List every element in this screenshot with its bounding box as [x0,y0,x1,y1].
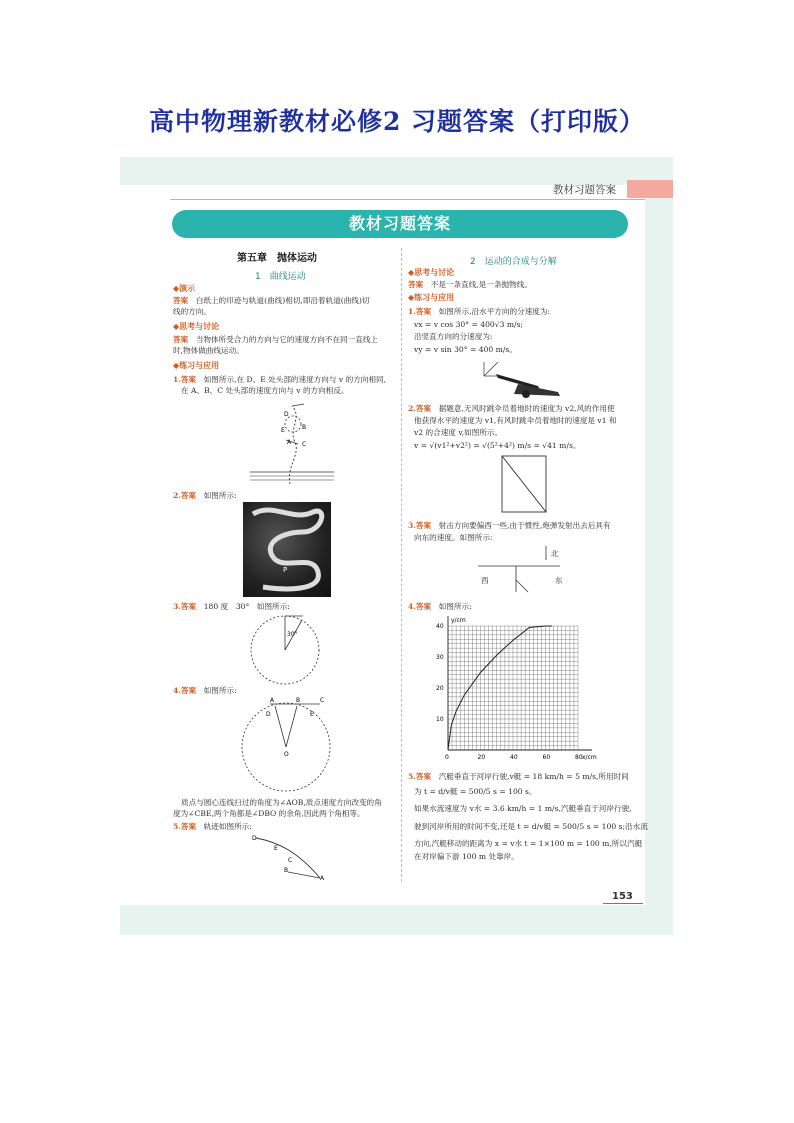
demo-line-2: 线的方向。 [173,307,211,316]
think-text-2: 不是一条直线,是一条抛物线。 [430,280,532,289]
section-title-composition: 2 运动的合成与分解 [470,257,557,267]
svg-text:A: A [270,697,275,704]
r-q5-line-6: 在对岸偏下游 100 m 处靠岸。 [414,852,519,861]
r-q1-label: 1.答案 [408,307,432,316]
svg-text:A: A [287,439,292,446]
q1-label: 1.答案 [173,375,197,384]
svg-text:O: O [284,751,289,758]
q1-line-2: 在 A、B、C 处头部的速度方向与 v 的方向相反。 [181,386,349,395]
section-title-curve: 1 曲线运动 [255,272,306,282]
answer-label: 答案 [173,296,189,305]
x-tick-label: 40 [510,754,518,761]
svg-text:A: A [320,875,325,882]
r-q5-line-5: 方向,汽艇移动的距离为 x = v水 t = 1×100 m = 100 m,所以汽艇 [414,839,643,848]
cannon-figure [478,354,566,400]
section-banner: 教材习题答案 [172,210,628,238]
q1-line-1: 如图所示,在 D、E 处头部的速度方向与 v 的方向相同, [203,375,386,384]
svg-text:D: D [284,411,289,418]
circle-angle-figure [240,692,332,792]
header-tab [627,180,673,198]
r-q1-eq1: vx = v cos 30° = 400√3 m/s; [414,320,524,329]
circle-30deg-figure [245,608,325,688]
y-tick-label: 20 [436,685,444,692]
north-label: 北 [551,549,559,558]
q3-text: 180 度 30° 如图所示: [203,602,290,611]
page-band-right [645,185,673,905]
svg-text:C: C [288,857,293,864]
svg-text:D: D [266,711,271,718]
trajectory-figure [248,832,328,882]
chapter-title: 第五章 抛体运动 [237,253,317,264]
r-q1-text: 如图所示,沿水平方向的分速度为: [438,307,551,316]
r-q3-line-1: 射击方向要偏西一些,由于惯性,炮弹发射出去后具有 [438,521,611,530]
page-band-top [120,157,673,185]
demo-heading: ◆演示 [173,283,196,293]
x-tick-label: 0 [445,754,449,761]
document-title: 高中物理新教材必修2 习题答案（打印版） [148,107,646,136]
q2-label: 2.答案 [173,491,197,500]
snake-trajectory-figure [246,396,338,488]
r-q5-label: 5.答案 [408,772,432,781]
page-number: 153 [612,891,633,902]
svg-text:30°: 30° [287,631,298,638]
page-band-bottom [120,905,673,935]
r-q5-line-1: 汽艇垂直于河岸行驶,v艇 = 18 km/h = 5 m/s,所用时间 [438,772,629,781]
trajectory-chart [430,610,602,770]
svg-text:B: B [284,867,289,874]
r-q2-label: 2.答案 [408,404,432,413]
svg-text:P: P [283,566,288,574]
answer-label: 答案 [408,280,424,289]
r-q3-label: 3.答案 [408,521,432,530]
svg-text:B: B [302,424,307,431]
east-label: 东 [555,576,563,585]
west-label: 西 [481,576,489,585]
q5-label: 5.答案 [173,822,197,831]
practice-heading-2: ◆练习与应用 [408,292,455,302]
svg-text:E: E [310,711,314,718]
r-q5-line-4: 驶到河岸所用的时间不变,还是 t = d/v艇 = 500/5 s = 100 s;沿水流 [414,822,648,831]
x-tick-label: 80 [575,754,583,761]
q3-label: 3.答案 [173,602,197,611]
think-heading-2: ◆思考与讨论 [408,267,455,277]
practice-heading: ◆练习与应用 [173,360,220,370]
svg-text:E: E [281,427,285,434]
think-line-1: 当物体所受合力的方向与它的速度方向不在同一直线上 [195,335,379,344]
q4-label: 4.答案 [173,686,197,695]
header-rule [170,199,645,200]
q2-text: 如图所示: [203,491,237,500]
velocity-square-figure [496,452,554,518]
svg-text:D: D [252,835,257,842]
think-line-2: 时,物体做曲线运动。 [173,346,244,355]
svg-text:B: B [296,697,301,704]
r-q4-text: 如图所示: [438,602,472,611]
demo-line-1: 白纸上的印迹与轨道(曲线)相切,即沿着轨道(曲线)切 [195,296,370,305]
river-photo [243,502,331,597]
y-axis-label: y/cm [451,617,466,624]
running-header: 教材习题答案 [553,184,616,196]
x-tick-label: 60 [542,754,551,761]
r-q5-line-3: 如果水流速度为 v水 = 3.6 km/h = 1 m/s,汽艇垂直于河岸行驶, [414,804,632,813]
y-tick-label: 30 [436,654,444,661]
r-q5-line-2: 为 t = d/v艇 = 500/5 s = 100 s。 [414,787,537,796]
r-q4-label: 4.答案 [408,602,432,611]
r-q2-eq: v = √(v1²+v2²) = √(5²+4²) m/s = √41 m/s。 [414,441,581,450]
svg-text:E: E [274,845,278,852]
q4-text: 如图所示: [203,686,237,695]
svg-text:C: C [302,441,307,448]
x-tick-label: 20 [477,754,486,761]
answer-label: 答案 [173,335,189,344]
q4-line-2: 度为∠CBE,两个角都是∠DBO 的余角,因此两个角相等。 [173,809,365,818]
r-q2-line-1: 据题意,无风时跳伞员着地时的速度为 v2,风的作用使 [438,404,615,413]
x-axis-label: x/cm [582,754,597,761]
r-q1-eq2: vy = v sin 30° = 400 m/s。 [414,345,517,354]
page-number-rule [603,903,643,904]
y-tick-label: 40 [436,623,444,630]
y-tick-label: 10 [436,716,444,723]
r-q2-line-2: 他获得水平的速度为 v1,有风时跳伞员着地时的速度是 v1 和 [414,416,617,425]
r-q2-line-3: v2 的合速度 v,如图所示。 [414,428,503,437]
r-q1-mid: 沿竖直方向的分速度为: [414,332,493,341]
q4-line-1: 质点与圆心连线扫过的角度为∠AOB,质点速度方向改变的角 [181,798,382,807]
svg-text:C: C [320,697,325,704]
column-divider [401,248,402,882]
think-heading: ◆思考与讨论 [173,321,220,331]
q5-text: 轨迹如图所示: [203,822,252,831]
r-q3-line-2: 向东的速度。如图所示: [414,533,493,542]
